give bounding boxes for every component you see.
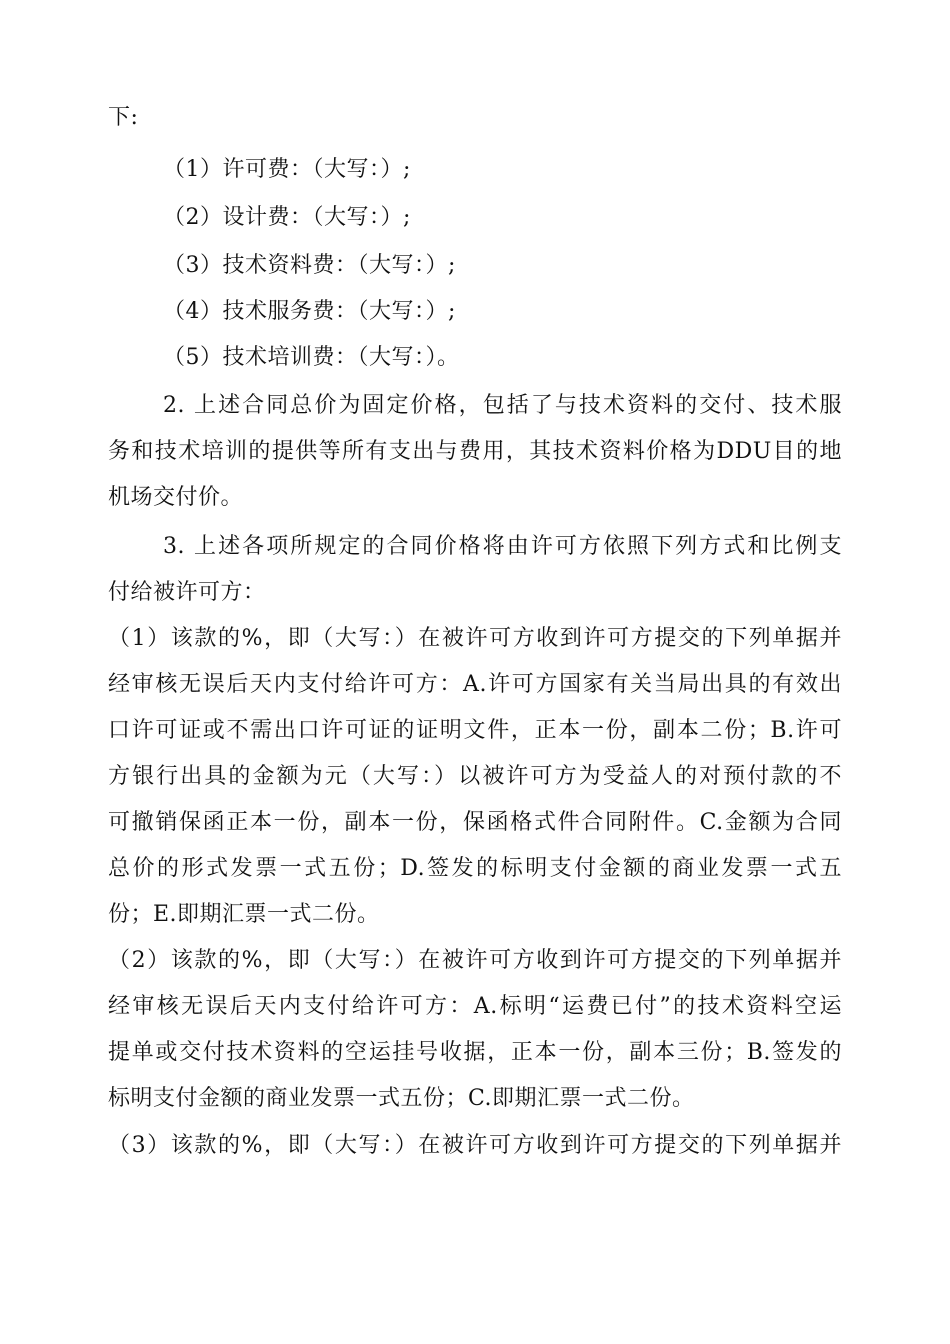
payment-2-line-2: 经审核无误后天内支付给许可方：A.标明“运费已付”的技术资料空运 xyxy=(108,994,842,1019)
payment-2-line-4: 标明支付金额的商业发票一式五份；C.即期汇票一式二份。 xyxy=(108,1086,695,1111)
clause-2-line-1: 2. 上述合同总价为固定价格，包括了与技术资料的交付、技术服 xyxy=(163,393,842,418)
payment-1-line-7: 份；E.即期汇票一式二份。 xyxy=(108,902,380,927)
fee-item-tech-service: （4）技术服务费：（大写：）; xyxy=(163,299,456,324)
payment-1-line-4: 方银行出具的金额为元（大写：）以被许可方为受益人的对预付款的不 xyxy=(108,764,842,789)
clause-2-line-3: 机场交付价。 xyxy=(108,485,244,510)
fee-item-tech-training: （5）技术培训费：（大写：）。 xyxy=(163,345,460,370)
payment-1-line-2: 经审核无误后天内支付给许可方：A.许可方国家有关当局出具的有效出 xyxy=(108,672,842,697)
clause-3-line-2: 付给被许可方： xyxy=(108,580,266,605)
payment-1-line-1: （1）该款的%，即（大写：）在被许可方收到许可方提交的下列单据并 xyxy=(108,626,842,651)
payment-1-line-3: 口许可证或不需出口许可证的证明文件，正本一份，副本二份；B.许可 xyxy=(108,718,842,743)
payment-2-line-1: （2）该款的%，即（大写：）在被许可方收到许可方提交的下列单据并 xyxy=(108,948,842,973)
payment-1-line-5: 可撤销保函正本一份，副本一份，保函格式件合同附件。C.金额为合同 xyxy=(108,810,842,835)
payment-2-line-3: 提单或交付技术资料的空运挂号收据，正本一份，副本三份；B.签发的 xyxy=(108,1040,842,1065)
clause-2-line-2: 务和技术培训的提供等所有支出与费用，其技术资料价格为DDU目的地 xyxy=(108,439,842,464)
payment-1-line-6: 总价的形式发票一式五份；D.签发的标明支付金额的商业发票一式五 xyxy=(108,856,842,881)
intro-tail-text: 下: xyxy=(108,105,139,130)
fee-item-license: （1）许可费：（大写：）; xyxy=(163,157,411,182)
fee-item-design: （2）设计费：（大写：）; xyxy=(163,205,411,230)
payment-3-line-1: （3）该款的%，即（大写：）在被许可方收到许可方提交的下列单据并 xyxy=(108,1133,842,1158)
fee-item-tech-materials: （3）技术资料费：（大写：）; xyxy=(163,253,456,278)
clause-3-line-1: 3. 上述各项所规定的合同价格将由许可方依照下列方式和比例支 xyxy=(163,534,842,559)
